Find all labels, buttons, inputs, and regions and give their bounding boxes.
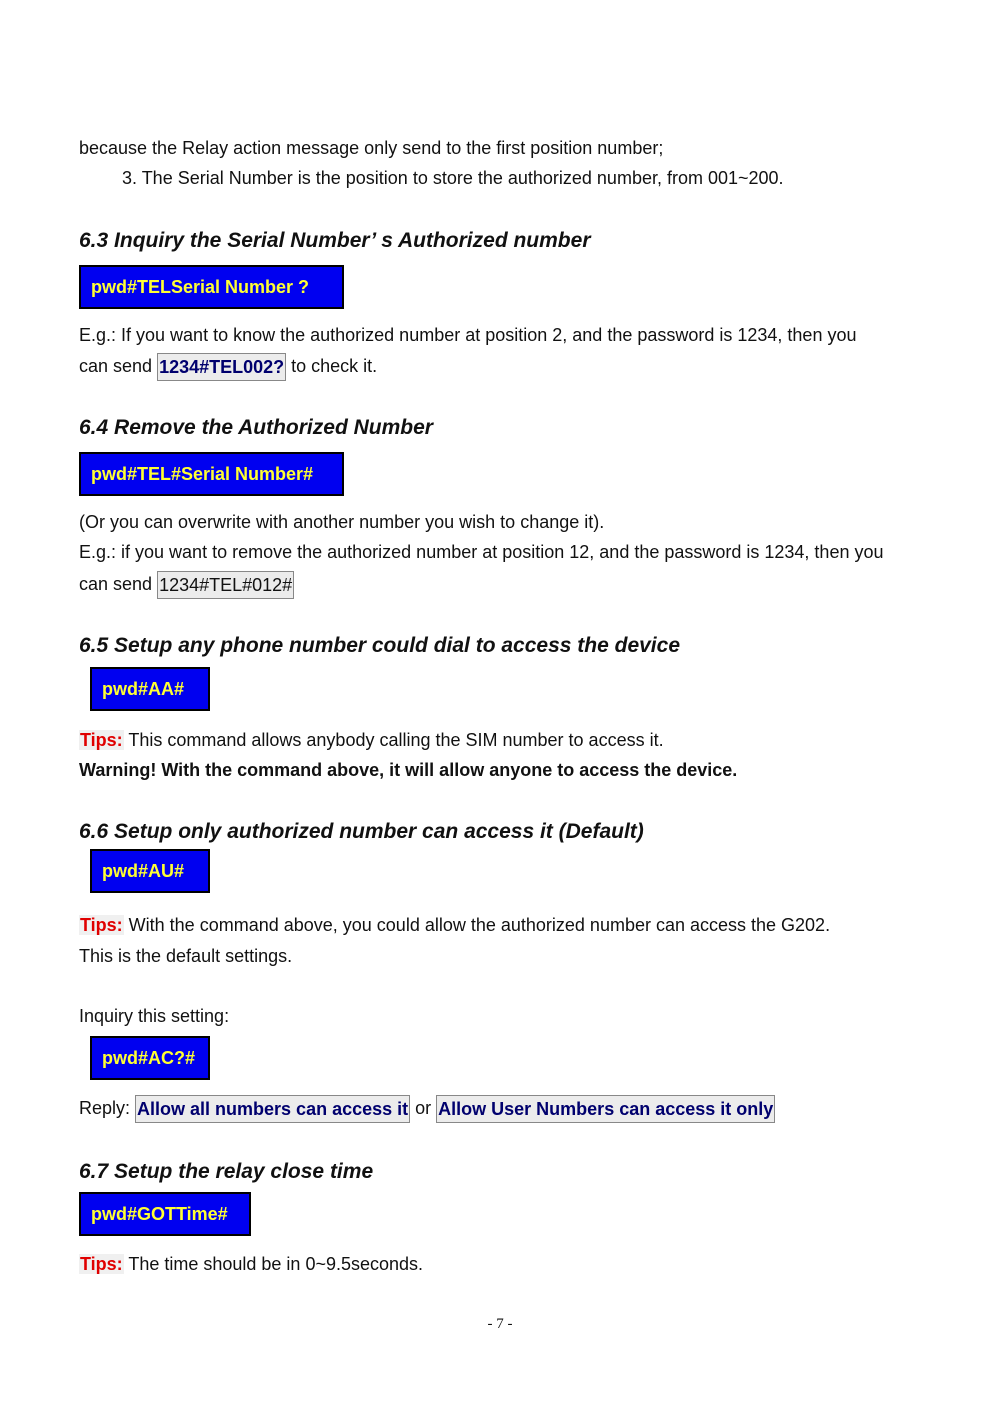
- command-box-aa: pwd#AA#: [90, 667, 210, 711]
- s63-example-line-2: [79, 353, 377, 381]
- section-6-3-heading: 6.3 Inquiry the Serial Number’ s Authorized number: [79, 229, 591, 252]
- s63-example-suffix: to check it.: [286, 355, 378, 376]
- intro-line-1: because the Relay action message only send to the first position number;: [79, 138, 664, 158]
- section-6-4-heading: 6.4 Remove the Authorized Number: [79, 416, 433, 439]
- s63-example-code: 1234#TEL002?: [157, 353, 286, 381]
- command-box-gottime: pwd#GOTTime#: [79, 1192, 251, 1236]
- tips-label: Tips:: [80, 1254, 123, 1274]
- s64-note: (Or you can overwrite with another number you wish to change it).: [79, 512, 605, 532]
- s63-example-prefix: can send: [79, 355, 158, 376]
- command-box-tel-remove: pwd#TEL#Serial Number#: [79, 452, 344, 496]
- s64-example-code: 1234#TEL#012#: [157, 571, 294, 599]
- page-number: - 7 -: [487, 1316, 513, 1332]
- tips-label: Tips:: [80, 915, 123, 935]
- command-box-tel-serial: pwd#TELSerial Number ?: [79, 265, 344, 309]
- s66-tips-text: With the command above, you could allow the authorized number can access the G202.: [123, 915, 831, 935]
- s65-tips-text: This command allows anybody calling the SIM number to access it.: [123, 730, 664, 750]
- s66-inquiry-label: Inquiry this setting:: [79, 1006, 230, 1026]
- s64-example-prefix: can send: [79, 573, 158, 594]
- s64-example-line-1: E.g.: if you want to remove the authorized number at position 12, and the password is 1234, then you: [79, 542, 884, 562]
- section-6-5-heading: 6.5 Setup any phone number could dial to access the device: [79, 634, 681, 657]
- tips-label: Tips:: [80, 730, 123, 750]
- s64-example-line-2: [79, 571, 294, 599]
- section-6-6-heading: 6.6 Setup only authorized number can access it (Default): [79, 820, 644, 843]
- s66-default-line: This is the default settings.: [79, 946, 293, 966]
- s67-tips-text: The time should be in 0~9.5seconds.: [123, 1254, 424, 1274]
- s65-warning: Warning! With the command above, it will allow anyone to access the device.: [79, 760, 738, 780]
- s63-example-line-1: E.g.: If you want to know the authorized number at position 2, and the password is 1234, then you: [79, 325, 857, 345]
- reply-label: Reply:: [79, 1097, 136, 1118]
- command-box-ac: pwd#AC?#: [90, 1036, 210, 1080]
- section-6-7-heading: 6.7 Setup the relay close time: [79, 1160, 374, 1183]
- s65-tips: [79, 728, 664, 752]
- s66-reply-line: [79, 1095, 775, 1123]
- reply-option-all: Allow all numbers can access it: [135, 1095, 410, 1123]
- s67-tips: [79, 1252, 423, 1276]
- reply-option-user: Allow User Numbers can access it only: [436, 1095, 775, 1123]
- reply-or: or: [410, 1097, 437, 1118]
- command-box-au: pwd#AU#: [90, 849, 210, 893]
- s66-tips: [79, 913, 830, 937]
- intro-line-2: 3. The Serial Number is the position to store the authorized number, from 001~200.: [122, 168, 784, 188]
